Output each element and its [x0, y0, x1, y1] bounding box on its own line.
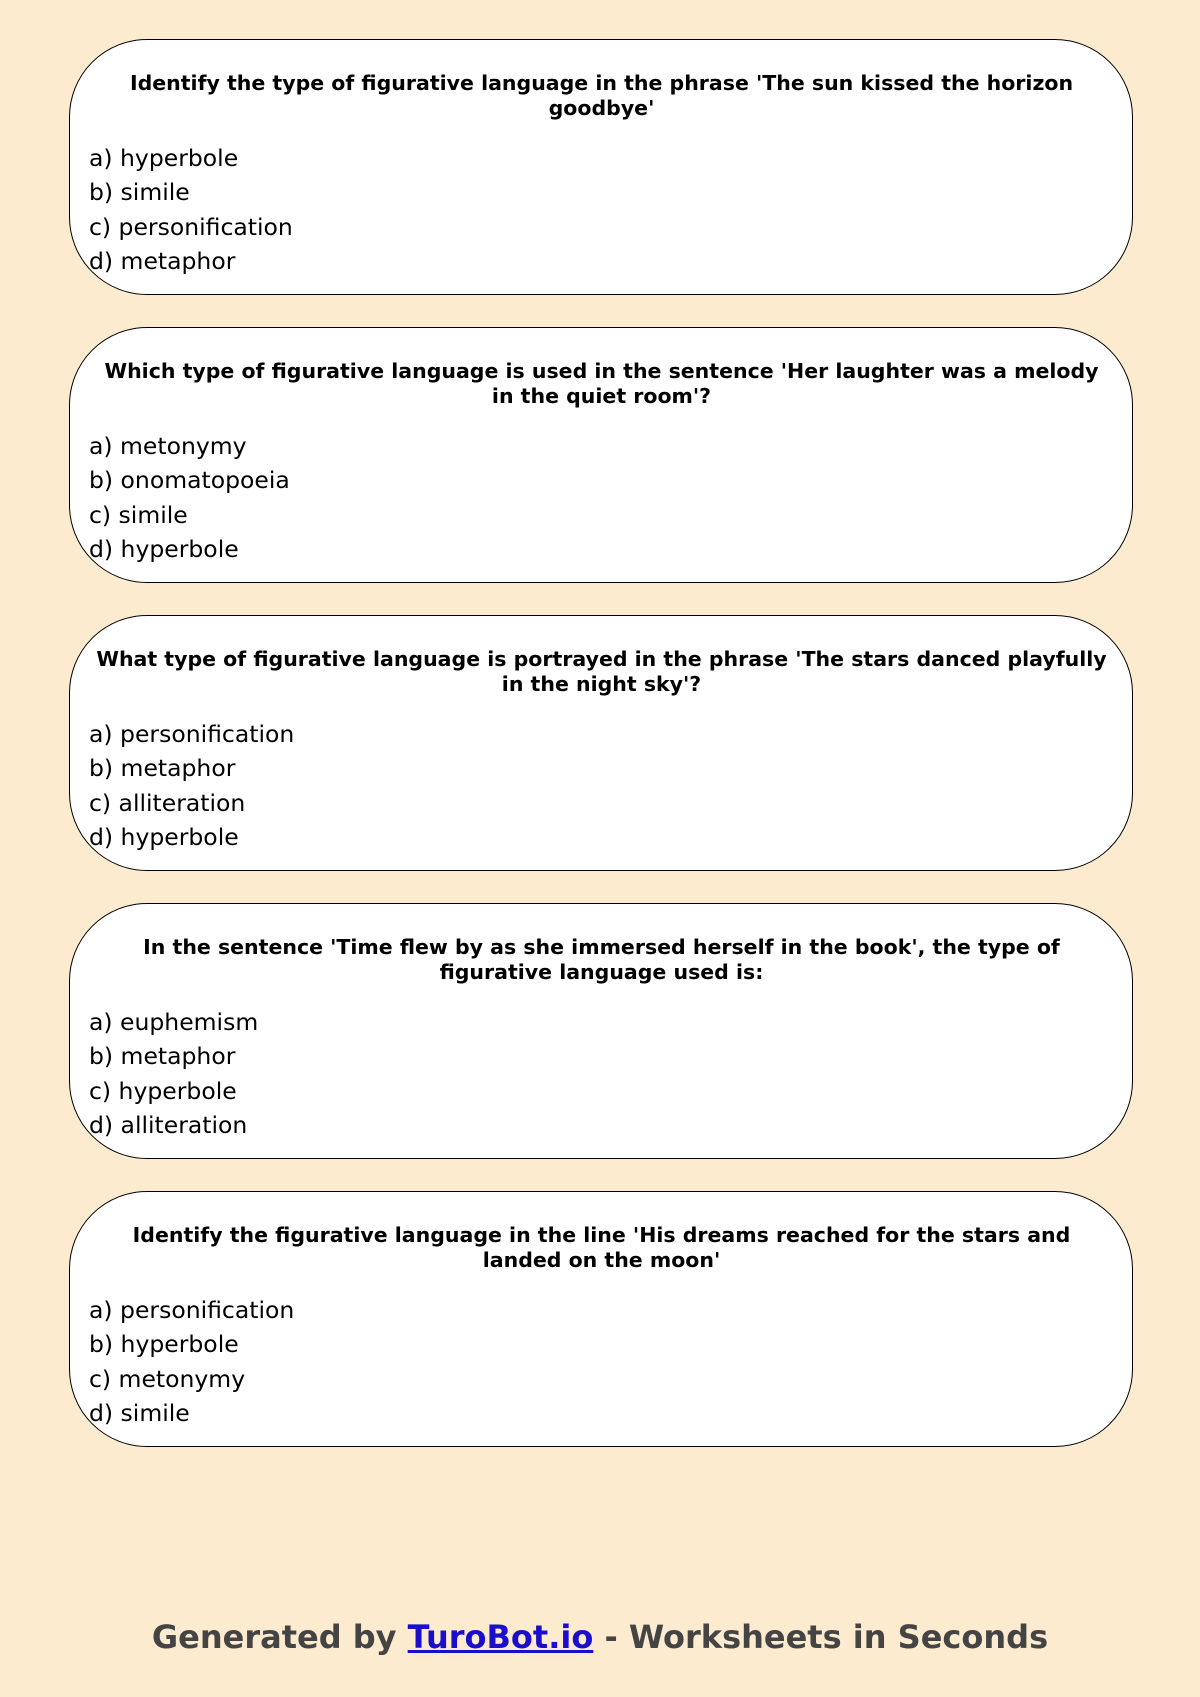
option-a: a) hyperbole: [89, 144, 239, 172]
option-b: b) metaphor: [89, 754, 236, 783]
option-c: c) simile: [89, 500, 188, 529]
option-d: d) hyperbole: [89, 534, 239, 563]
turobot-link[interactable]: TuroBot.io: [407, 1618, 594, 1656]
question-card-4: [69, 903, 1133, 1159]
option-list: [89, 1293, 1114, 1430]
question-card-3: [69, 615, 1133, 871]
option-a: a) personification: [89, 720, 295, 748]
worksheet: [69, 39, 1133, 1479]
option-b: b) simile: [89, 178, 190, 207]
option-c: c) metonymy: [89, 1364, 246, 1393]
option-list: [89, 1005, 1114, 1142]
footer-suffix: - Worksheets in Seconds: [593, 1618, 1049, 1656]
question-card-2: [69, 327, 1133, 583]
question-text: What type of figurative language is portrayed in the phrase 'The stars danced playfully in the night sky'?: [96, 647, 1107, 696]
option-d: d) hyperbole: [89, 822, 239, 851]
question-text: Identify the type of figurative language in the phrase 'The sun kissed the horizon goodbye': [129, 71, 1074, 120]
question-card-1: [69, 39, 1133, 295]
option-a: a) personification: [89, 1296, 295, 1324]
option-d: d) simile: [89, 1398, 190, 1427]
option-c: c) alliteration: [89, 788, 246, 817]
option-c: c) personification: [89, 212, 293, 241]
question-text: Identify the figurative language in the line 'His dreams reached for the stars and landed on the moon': [132, 1223, 1071, 1272]
footer-prefix: Generated by: [151, 1618, 408, 1656]
question-text: In the sentence 'Time flew by as she immersed herself in the book', the type of figurative language used is:: [143, 935, 1060, 984]
option-b: b) onomatopoeia: [89, 466, 290, 495]
option-list: [89, 717, 1114, 854]
option-b: b) hyperbole: [89, 1330, 239, 1359]
option-c: c) hyperbole: [89, 1076, 237, 1105]
question-text: Which type of figurative language is used in the sentence 'Her laughter was a melody in the quiet room'?: [104, 359, 1099, 408]
question-card-5: [69, 1191, 1133, 1447]
footer: [0, 1617, 1200, 1657]
option-d: d) alliteration: [89, 1110, 248, 1139]
option-a: a) metonymy: [89, 432, 247, 460]
option-d: d) metaphor: [89, 246, 236, 275]
option-list: [89, 141, 1114, 278]
option-list: [89, 429, 1114, 566]
option-a: a) euphemism: [89, 1008, 259, 1036]
option-b: b) metaphor: [89, 1042, 236, 1071]
